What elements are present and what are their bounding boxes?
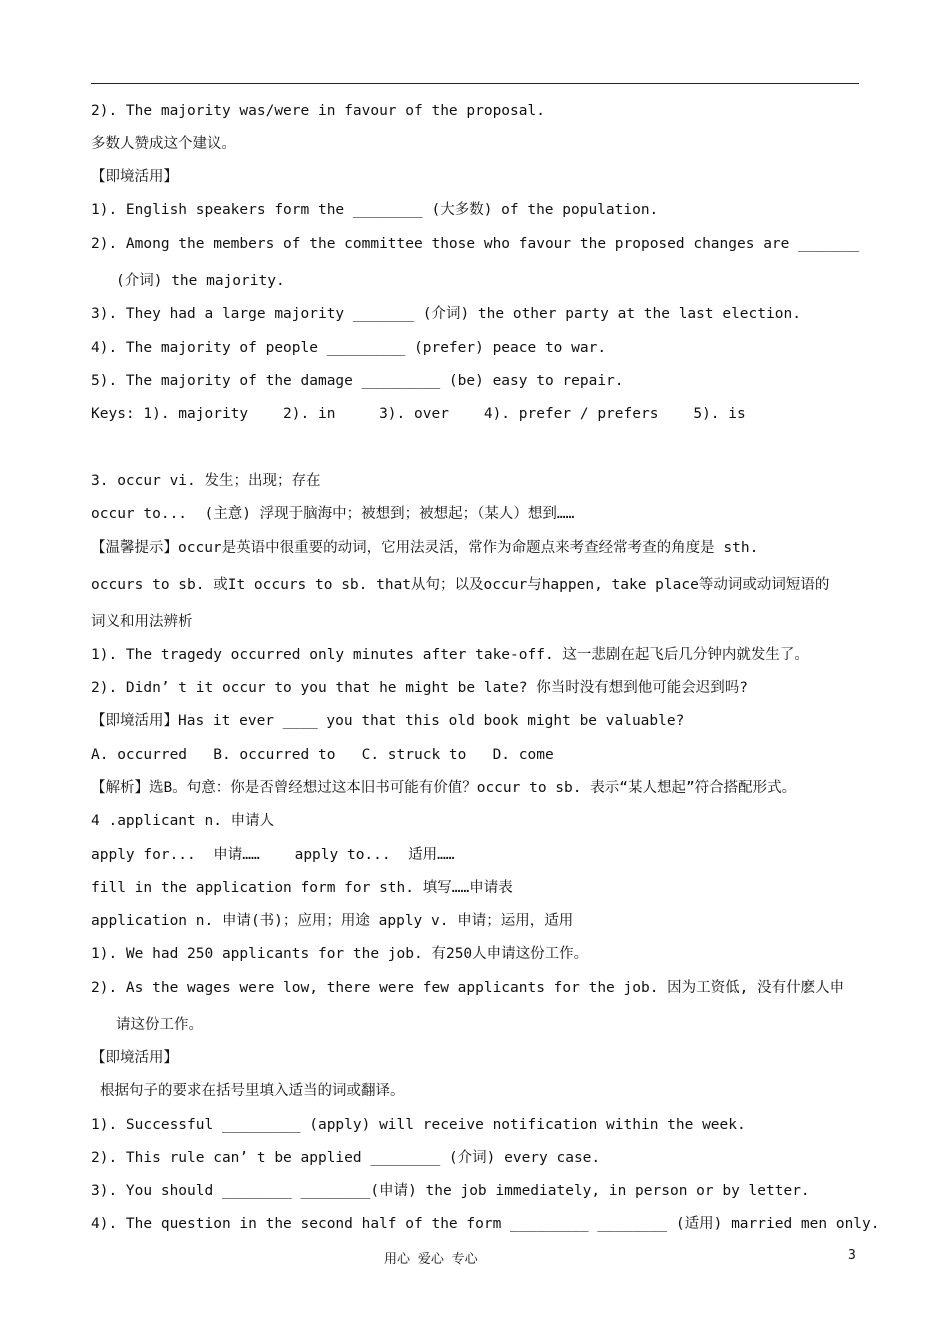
text-line: 【即境活用】Has it ever ____ you that this old book might be valuable? — [91, 713, 685, 729]
footer-motto: 用心 爱心 专心 — [384, 1252, 478, 1267]
text-line: Keys: 1). majority 2). in 3). over 4). prefer / prefers 5). is — [91, 406, 746, 422]
text-line: 1). We had 250 applicants for the job. 有250人申请这份工作。 — [91, 946, 589, 962]
text-line: 2). The majority was/were in favour of the proposal. — [91, 103, 545, 119]
text-line: 3. occur vi. 发生；出现；存在 — [91, 473, 321, 489]
text-line: 2). Didn’ t it occur to you that he might be late? 你当时没有想到他可能会迟到吗? — [91, 680, 748, 696]
text-line: 1). Successful _________ (apply) will receive notification within the week. — [91, 1117, 746, 1133]
text-line: fill in the application form for sth. 填写……申请表 — [91, 880, 513, 896]
text-line: 1). The tragedy occurred only minutes after take-off. 这一悲剧在起飞后几分钟内就发生了。 — [91, 647, 809, 663]
text-line: 根据句子的要求在括号里填入适当的词或翻译。 — [100, 1083, 405, 1099]
page-number: 3 — [848, 1248, 856, 1263]
text-line: 2). This rule can’ t be applied ________ (介词) every case. — [91, 1150, 601, 1166]
text-line: application n. 申请(书)；应用；用途 apply v. 申请；运用，适用 — [91, 913, 574, 929]
text-line: 2). Among the members of the committee those who favour the proposed changes are _______ — [91, 236, 860, 252]
text-line: occurs to sb. 或It occurs to sb. that从句；以及occur与happen, take place等动词或动词短语的 — [91, 577, 830, 593]
text-line: 3). They had a large majority _______ (介词) the other party at the last election. — [91, 306, 801, 322]
text-line: 【即境活用】 — [91, 1050, 178, 1066]
text-line: 词义和用法辨析 — [91, 614, 193, 630]
text-line: 4). The question in the second half of the form _________ ________ (适用) married men only. — [91, 1216, 880, 1232]
text-line: 【温馨提示】occur是英语中很重要的动词，它用法灵活，常作为命题点来考查经常考查的角度是 sth. — [91, 540, 759, 556]
text-line: 3). You should ________ ________(申请) the job immediately, in person or by letter. — [91, 1183, 810, 1199]
header-rule — [91, 83, 859, 84]
text-line: apply for... 申请…… apply to... 适用…… — [91, 847, 455, 863]
text-line: 4 .applicant n. 申请人 — [91, 813, 275, 829]
text-line: 【解析】选B。句意：你是否曾经想过这本旧书可能有价值？occur to sb. 表示“某人想起”符合搭配形式。 — [91, 780, 797, 796]
text-line: occur to... (主意) 浮现于脑海中；被想到；被想起；（某人）想到…… — [91, 506, 575, 522]
text-line: A. occurred B. occurred to C. struck to D. come — [91, 747, 554, 763]
text-line: 4). The majority of people _________ (prefer) peace to war. — [91, 340, 607, 356]
text-line: 多数人赞成这个建议。 — [91, 136, 236, 152]
text-line: 5). The majority of the damage _________ (be) easy to repair. — [91, 373, 624, 389]
text-line: (介词) the majority. — [116, 273, 285, 289]
text-line: 2). As the wages were low, there were few applicants for the job. 因为工资低, 没有什麽人申 — [91, 980, 845, 996]
text-line: 请这份工作。 — [116, 1017, 203, 1033]
text-line: 1). English speakers form the ________ (大多数) of the population. — [91, 202, 659, 218]
text-line: 【即境活用】 — [91, 169, 178, 185]
